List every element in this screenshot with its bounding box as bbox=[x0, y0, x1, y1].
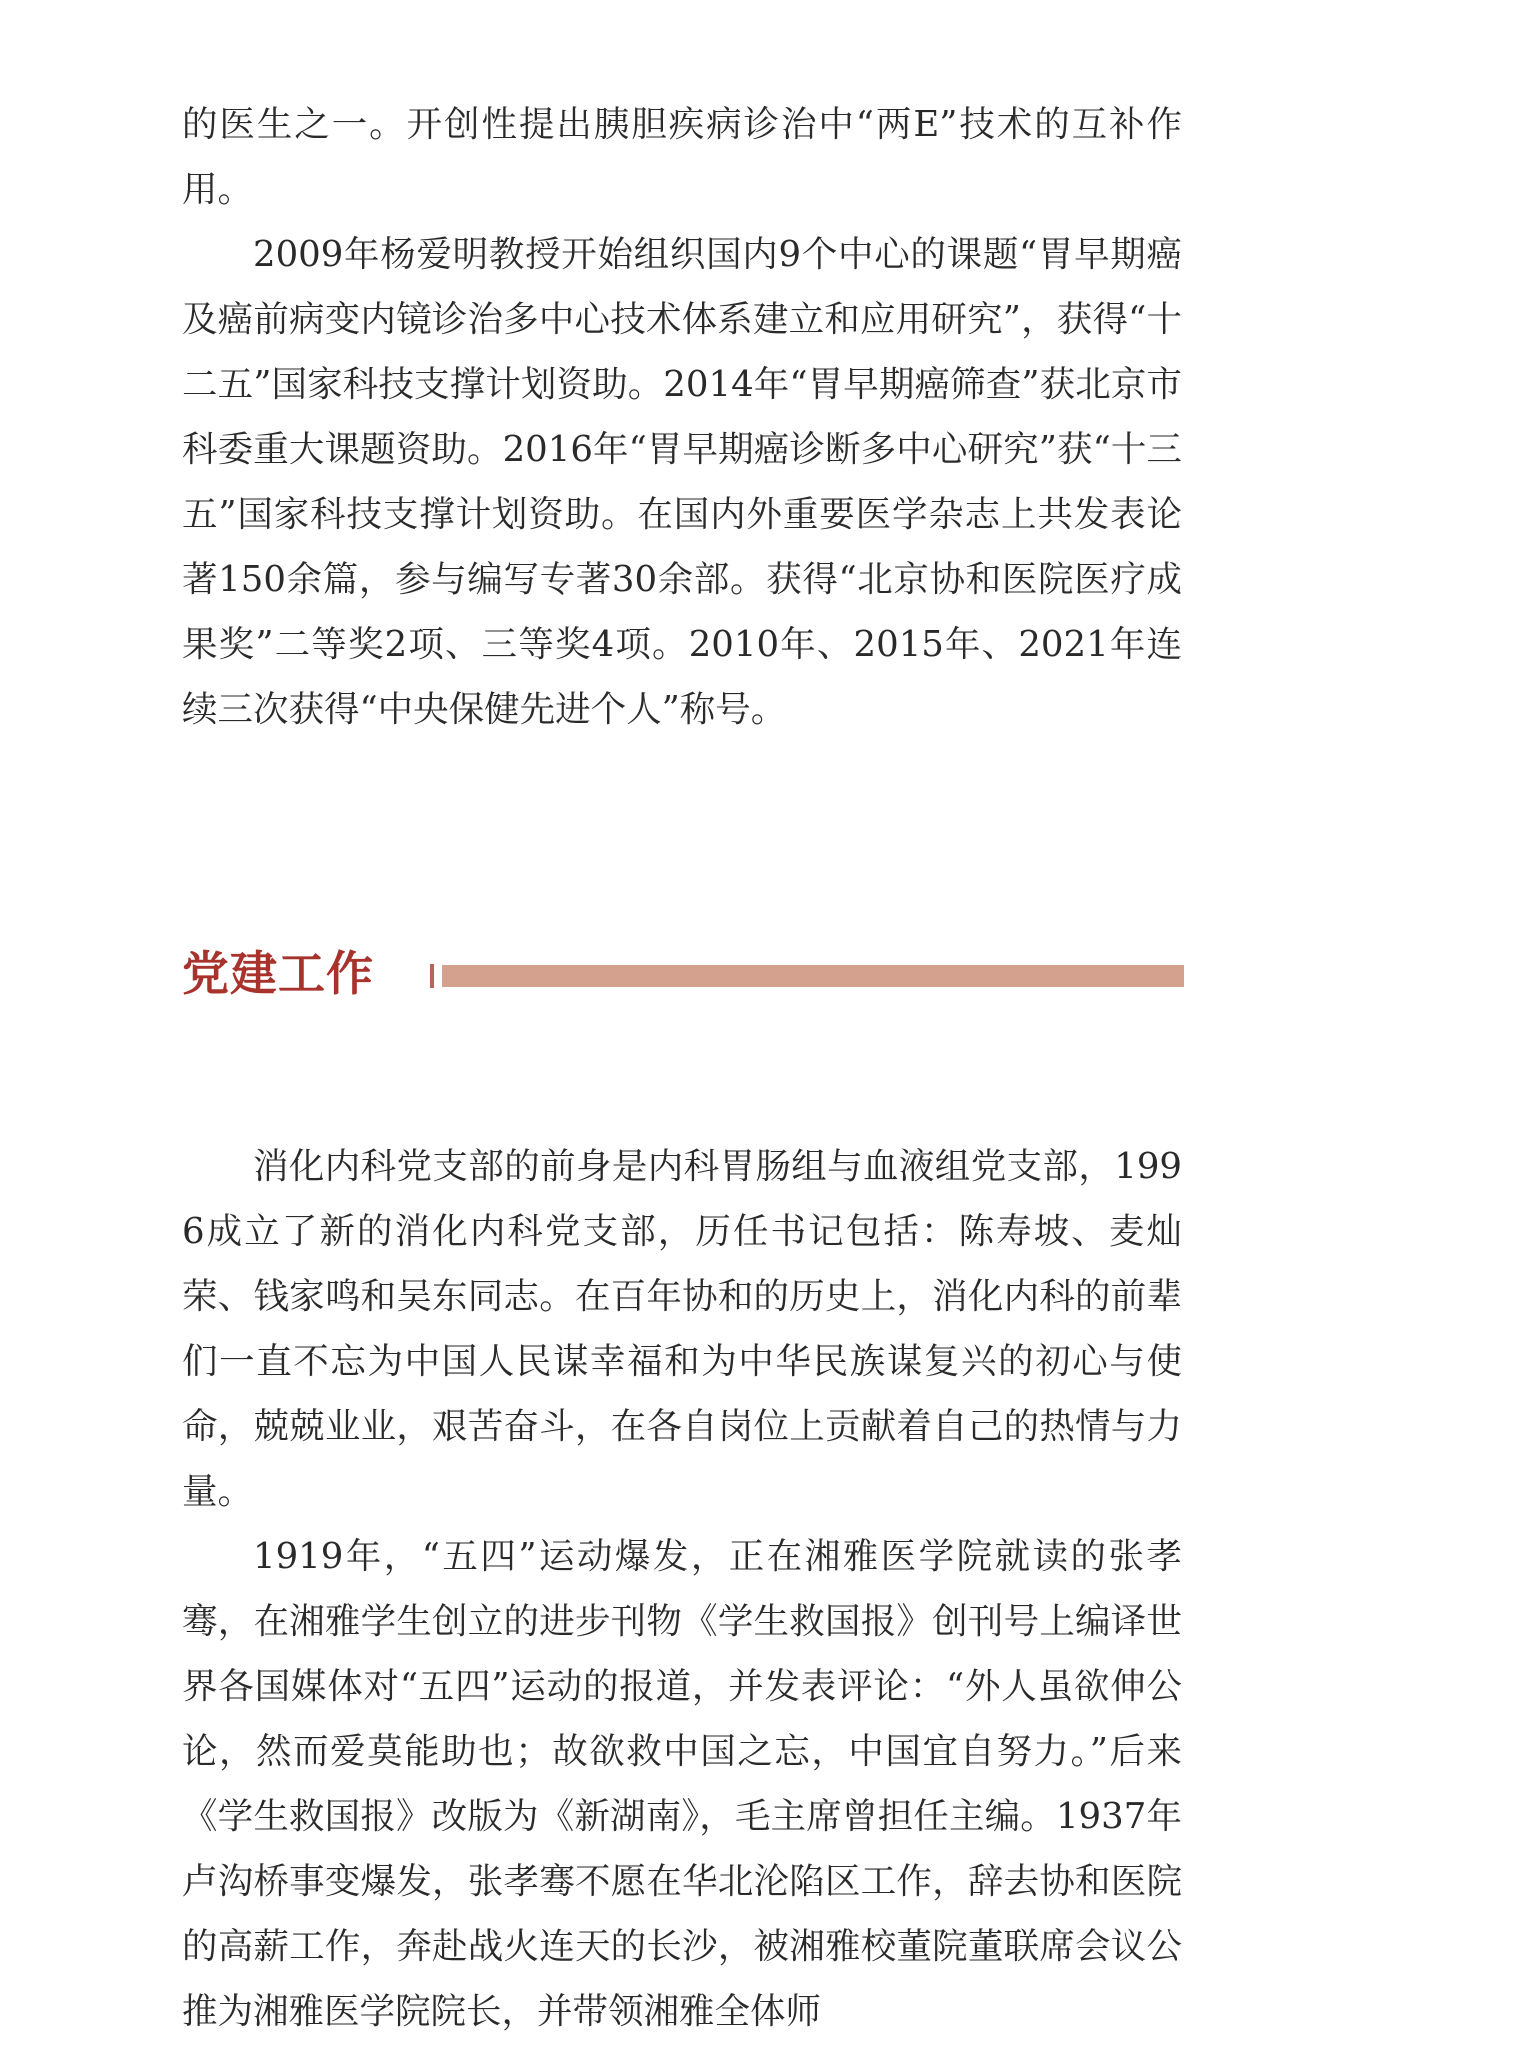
section-divider-tick bbox=[430, 964, 434, 988]
party-paragraph-1: 消化内科党支部的前身是内科胃肠组与血液组党支部，1996成立了新的消化内科党支部，历任书记包括：陈寿坡、麦灿荣、钱家鸣和吴东同志。在百年协和的历史上，消化内科的前辈们一直不忘为中国人民谋幸福和为中华民族谋复兴的初心与使命，兢兢业业，艰苦奋斗，在各自岗位上贡献着自己的热情与力量。 bbox=[182, 1146, 1182, 1512]
intro-block bbox=[182, 92, 1182, 742]
section-divider-bar bbox=[442, 965, 1184, 987]
party-building-block bbox=[182, 1134, 1182, 2044]
intro-continuation-paragraph: 的医生之一。开创性提出胰胆疾病诊治中“两E”技术的互补作用。 bbox=[182, 104, 1182, 210]
party-paragraph-2: 1919年，“五四”运动爆发，正在湘雅医学院就读的张孝骞，在湘雅学生创立的进步刊物《学生救国报》创刊号上编译世界各国媒体对“五四”运动的报道，并发表评论：“外人虽欲伸公论，然而爱莫能助也；故欲救中国之忘，中国宜自努力。”后来《学生救国报》改版为《新湖南》，毛主席曾担任主编。1937年卢沟桥事变爆发，张孝骞不愿在华北沦陷区工作，辞去协和医院的高薪工作，奔赴战火连天的长沙，被湘雅校董院董联席会议公推为湘雅医学院院长，并带领湘雅全体师 bbox=[182, 1536, 1182, 2032]
section-title: 党建工作 bbox=[182, 947, 374, 1002]
section-header bbox=[182, 940, 1182, 1010]
intro-2009-paragraph: 2009年杨爱明教授开始组织国内9个中心的课题“胃早期癌及癌前病变内镜诊治多中心技术体系建立和应用研究”，获得“十二五”国家科技支撑计划资助。2014年“胃早期癌筛查”获北京市科委重大课题资助。2016年“胃早期癌诊断多中心研究”获“十三五”国家科技支撑计划资助。在国内外重要医学杂志上共发表论著150余篇，参与编写专著30余部。获得“北京协和医院医疗成果奖”二等奖2项、三等奖4项。2010年、2015年、2021年连续三次获得“中央保健先进个人”称号。 bbox=[182, 234, 1182, 730]
